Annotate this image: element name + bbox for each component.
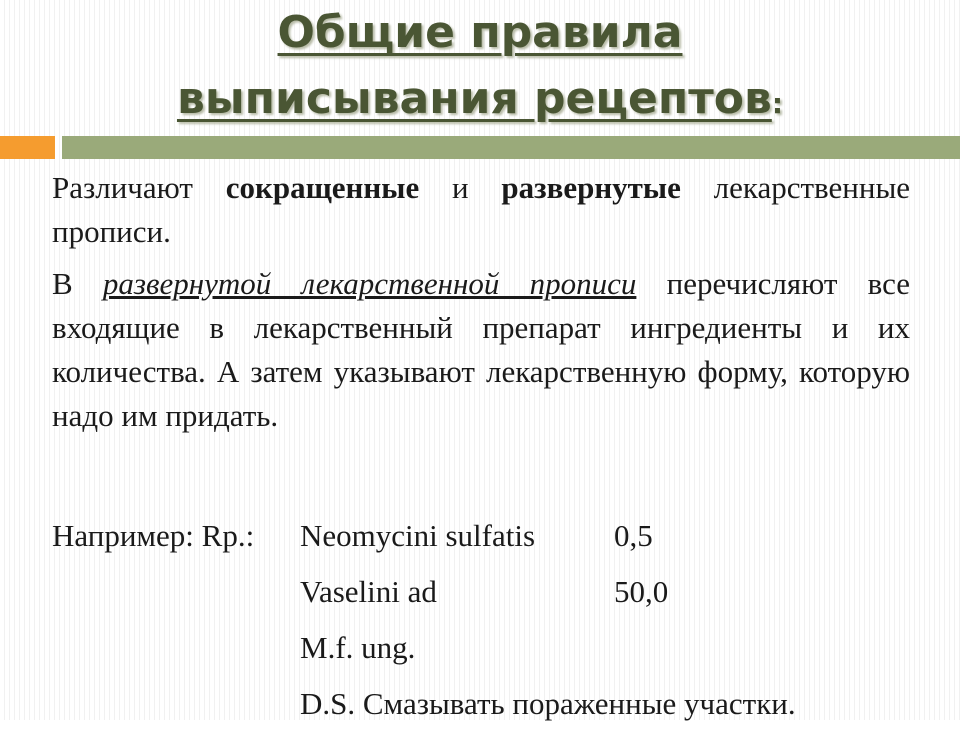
rx-ingredient: Vaselini ad — [300, 574, 437, 609]
rx-quantity: 0,5 — [614, 518, 653, 553]
rx-instruction-form: M.f. ung. — [300, 630, 416, 665]
title-line-1: Общие правила — [277, 7, 683, 58]
slide-title — [60, 0, 900, 137]
rx-prefix: Например: Rp.: — [52, 518, 255, 553]
p2-rest: перечисляют все входящие в лекарственный препарат ингредиенты и их количества. А затем указывают лекарственную форму, которую надо им придать. — [52, 266, 911, 433]
rx-ingredient: Neomycini sulfatis — [300, 518, 536, 553]
p1-rest: лекарственные прописи. — [52, 170, 911, 249]
paragraph-1 — [52, 166, 910, 254]
accent-bar-orange — [0, 136, 55, 159]
p2-emphasis: развернутой лекарственной прописи — [102, 266, 637, 301]
title-colon: : — [771, 87, 784, 120]
body-text — [52, 166, 910, 446]
p1-word-abbreviated: сокращенные — [225, 170, 420, 205]
title-line-2: выписывания рецептов — [176, 73, 772, 124]
p2-start: В — [52, 266, 73, 301]
p1-word-1: Различают — [52, 170, 193, 205]
rx-instruction-signature: D.S. Смазывать пораженные участки. — [300, 686, 796, 721]
title-area — [60, 0, 900, 135]
rx-quantity: 50,0 — [614, 574, 669, 609]
p1-word-expanded: развернутые — [501, 170, 681, 205]
p1-word-and: и — [452, 170, 469, 205]
paragraph-2 — [52, 262, 910, 438]
accent-bar-green — [62, 136, 960, 159]
